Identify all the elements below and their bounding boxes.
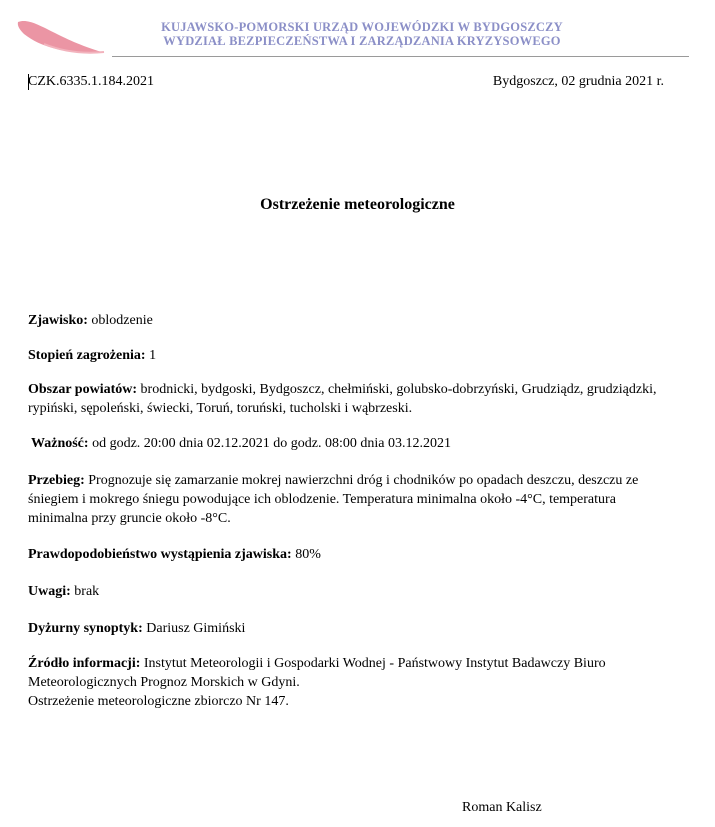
field-value: oblodzenie: [91, 313, 153, 328]
field-note: Ostrzeżenie meteorologiczne zbiorczo Nr 147.: [28, 694, 289, 709]
field-label: Przebieg:: [28, 473, 85, 488]
field-label: Źródło informacji:: [28, 656, 141, 671]
field-probability: [28, 545, 678, 564]
field-value: 1: [149, 348, 157, 363]
field-value: brak: [74, 584, 100, 599]
field-phenomenon: [28, 311, 678, 330]
place-and-date: Bydgoszcz, 02 grudnia 2021 r.: [492, 74, 664, 89]
field-duty-forecaster: [28, 619, 678, 638]
header-office-name: KUJAWSKO-POMORSKI URZĄD WOJEWÓDZKI W BYDGOSZCZY: [161, 20, 563, 34]
field-value: od godz. 20:00 dnia 02.12.2021 do godz. 08:00 dnia 03.12.2021: [92, 436, 451, 451]
field-label: Uwagi:: [28, 584, 71, 599]
field-area: [28, 380, 678, 418]
field-source: [28, 654, 678, 711]
field-validity: [31, 434, 681, 453]
office-logo-swoosh-icon: [14, 14, 106, 58]
field-value: Dariusz Gimiński: [146, 621, 246, 636]
field-value: 80%: [295, 547, 321, 562]
field-label: Stopień zagrożenia:: [28, 348, 146, 363]
field-value: Prognozuje się zamarzanie mokrej nawierzchni dróg i chodników po opadach deszczu, deszczu ze śniegiem i mokrego śniegu powodujące ich oblodzenie. Temperatura minimalna około -4°C, temperatura minimalna przy gruncie około -8°C.: [28, 473, 639, 526]
field-course: [28, 471, 678, 528]
header-divider: [112, 56, 689, 57]
field-value: brodnicki, bydgoski, Bydgoszcz, chełmiński, golubsko-dobrzyński, Grudziądz, grudziądzki, rypiński, sępoleński, świecki, Toruń, toruński, tucholski i wąbrzeski.: [28, 382, 657, 416]
field-label: Prawdopodobieństwo wystąpienia zjawiska:: [28, 547, 292, 562]
field-label: Ważność:: [31, 436, 89, 451]
header-department-name: WYDZIAŁ BEZPIECZEŃSTWA I ZARZĄDZANIA KRYZYSOWEGO: [163, 34, 561, 48]
field-label: Zjawisko:: [28, 313, 88, 328]
field-threat-level: [28, 346, 678, 365]
field-label: Dyżurny synoptyk:: [28, 621, 143, 636]
field-value: Instytut Meteorologii i Gospodarki Wodnej - Państwowy Instytut Badawczy Biuro Meteorologicznych Prognoz Morskich w Gdyni.: [28, 656, 606, 690]
document-title: Ostrzeżenie meteorologiczne: [260, 196, 455, 213]
field-remarks: [28, 582, 678, 601]
signature: Roman Kalisz: [462, 800, 542, 815]
document-reference: CZK.6335.1.184.2021: [28, 74, 154, 89]
field-label: Obszar powiatów:: [28, 382, 138, 397]
